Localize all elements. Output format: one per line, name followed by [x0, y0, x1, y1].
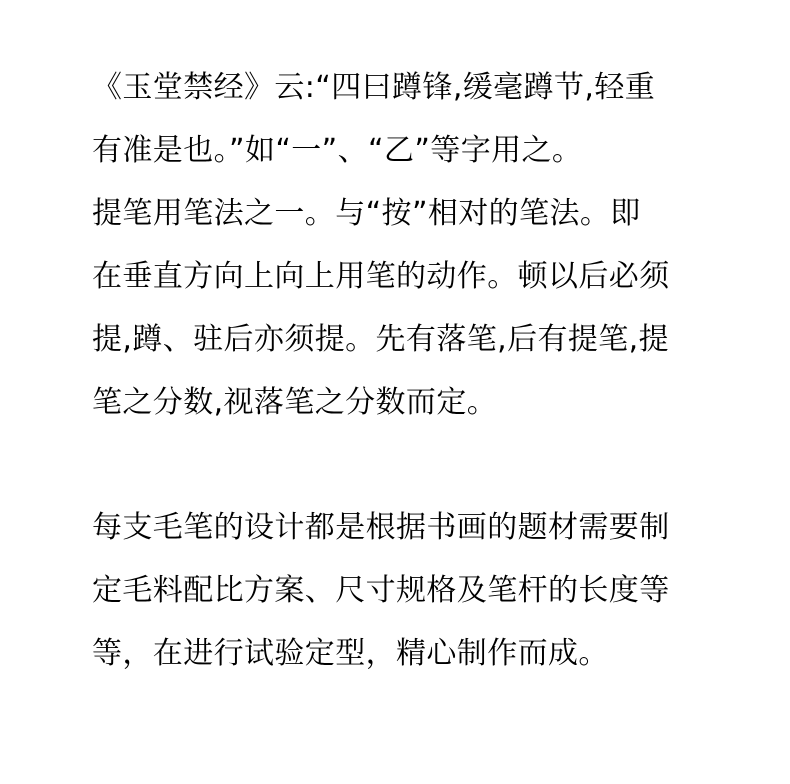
paragraph-lifting-brush-technique — [92, 56, 698, 434]
paragraph-brush-design — [92, 496, 698, 685]
text-line: 定毛料配比方案、尺寸规格及笔杆的长度等 — [92, 573, 670, 608]
text-line: 提,蹲、驻后亦须提。先有落笔,后有提笔,提 — [92, 322, 670, 357]
text-line: 提笔用笔法之一。与“按”相对的笔法。即 — [92, 196, 641, 231]
text-line: 《玉堂禁经》云:“四曰蹲锋,缓毫蹲节,轻重 — [92, 70, 656, 105]
text-line: 在垂直方向上向上用笔的动作。顿以后必须 — [92, 259, 670, 294]
text-line: 有准是也。”如“一”、“乙”等字用之。 — [92, 133, 583, 168]
text-line: 等，在进行试验定型，精心制作而成。 — [92, 636, 609, 671]
text-line: 每支毛笔的设计都是根据书画的题材需要制 — [92, 510, 670, 545]
text-line: 笔之分数,视落笔之分数而定。 — [92, 385, 498, 420]
